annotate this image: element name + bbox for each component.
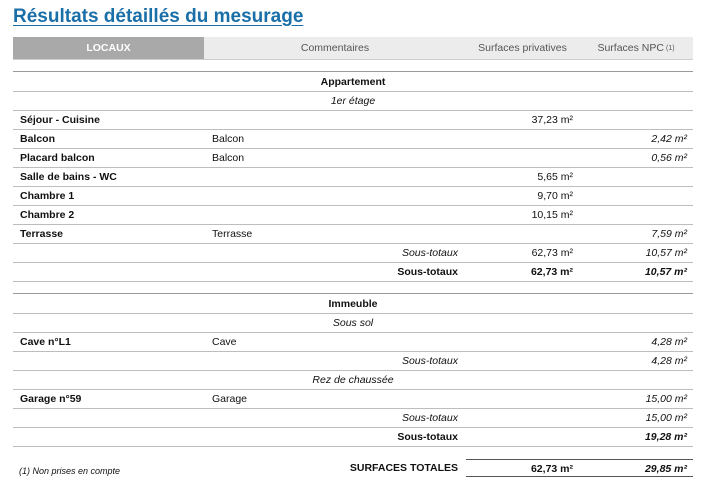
total-row — [13, 427, 693, 447]
subtotal-row — [13, 243, 693, 263]
row-local: Chambre 2 — [20, 208, 75, 221]
header-locaux: LOCAUX — [13, 37, 204, 59]
table-row — [13, 148, 693, 168]
header-commentaires: Commentaires — [204, 37, 466, 59]
table-row — [13, 186, 693, 206]
row-privative: 10,15 m² — [531, 208, 573, 221]
row-npc: 7,59 m² — [651, 227, 687, 240]
total-label: Sous-totaux — [397, 430, 458, 443]
subtotal-label: Sous-totaux — [401, 354, 458, 367]
row-local: Salle de bains - WC — [20, 170, 117, 183]
section-appartement: Appartement — [13, 72, 693, 92]
row-comment: Cave — [212, 335, 237, 348]
total-label: Sous-totaux — [397, 265, 458, 278]
subtotal-npc: 10,57 m² — [645, 246, 687, 259]
header-surfaces-npc-label: Surfaces NPC — [597, 42, 664, 54]
table-row — [13, 110, 693, 130]
row-comment: Terrasse — [212, 227, 253, 240]
grand-total-row — [13, 458, 693, 478]
row-local: Terrasse — [20, 227, 64, 240]
total-row — [13, 262, 693, 282]
total-npc: 19,28 m² — [644, 430, 687, 443]
subtotal-npc: 4,28 m² — [651, 354, 687, 367]
row-local: Balcon — [20, 132, 56, 145]
grand-total-privative: 62,73 m² — [466, 459, 579, 477]
row-privative: 9,70 m² — [537, 189, 573, 202]
table-row — [13, 129, 693, 149]
row-npc: 4,28 m² — [651, 335, 687, 348]
row-privative: 37,23 m² — [531, 113, 573, 126]
header-surfaces-npc — [579, 37, 693, 59]
row-comment: Balcon — [212, 132, 245, 145]
table-row — [13, 389, 693, 409]
section-1er-etage: 1er étage — [13, 91, 693, 111]
row-local: Séjour - Cuisine — [20, 113, 100, 126]
row-local: Garage n°59 — [20, 392, 82, 405]
header-npc-note: (1) — [665, 44, 675, 52]
table-row — [13, 224, 693, 244]
table-header — [13, 37, 693, 60]
page-title: Résultats détaillés du mesurage — [13, 6, 304, 27]
grand-total-npc: 29,85 m² — [579, 459, 693, 477]
header-surfaces-privatives: Surfaces privatives — [466, 37, 579, 59]
total-privative: 62,73 m² — [530, 265, 573, 278]
section-immeuble: Immeuble — [13, 294, 693, 314]
section-sous-sol: Sous sol — [13, 313, 693, 333]
row-local: Chambre 1 — [20, 189, 75, 202]
row-npc: 15,00 m² — [645, 392, 687, 405]
row-comment: Balcon — [212, 151, 245, 164]
table-row — [13, 205, 693, 225]
total-npc: 10,57 m² — [644, 265, 687, 278]
subtotal-npc: 15,00 m² — [645, 411, 687, 424]
table-row — [13, 167, 693, 187]
subtotal-row — [13, 351, 693, 371]
subtotal-label: Sous-totaux — [401, 246, 458, 259]
subtotal-label: Sous-totaux — [401, 411, 458, 424]
row-npc: 2,42 m² — [651, 132, 687, 145]
row-privative: 5,65 m² — [537, 170, 573, 183]
subtotal-row — [13, 408, 693, 428]
row-comment: Garage — [212, 392, 248, 405]
section-rez-de-chaussee: Rez de chaussée — [13, 370, 693, 390]
row-npc: 0,56 m² — [651, 151, 687, 164]
row-local: Placard balcon — [20, 151, 95, 164]
footnote: (1) Non prises en compte — [19, 466, 121, 476]
table-row — [13, 332, 693, 352]
grand-total-label: SURFACES TOTALES — [349, 462, 458, 474]
row-local: Cave n°L1 — [20, 335, 71, 348]
subtotal-privative: 62,73 m² — [531, 246, 573, 259]
